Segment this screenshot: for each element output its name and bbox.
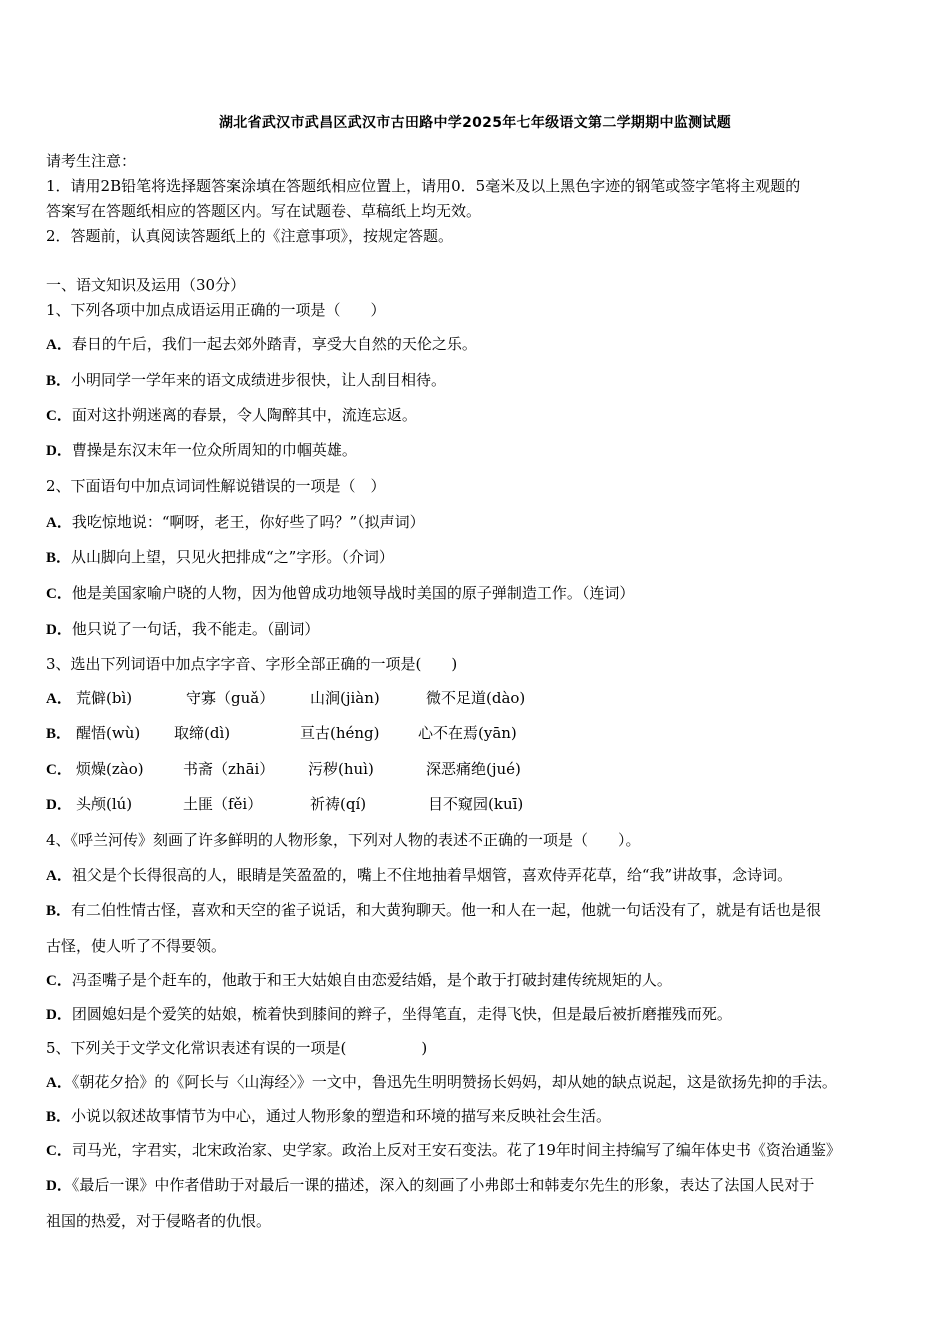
option-a <box>46 864 916 887</box>
option-b <box>46 369 916 392</box>
option-c <box>46 404 916 427</box>
option-a <box>46 687 916 710</box>
option-text: 《最后一课》中作者借助于对最后一课的描述，深入的刻画了小弗郎士和韩麦尔先生的形象，表达了法国人民对于 <box>71 1176 815 1194</box>
option-text: 我吃惊地说：“啊呀，老王，你好些了吗？”（拟声词） <box>71 513 425 531</box>
option-a <box>46 333 916 356</box>
option-b <box>46 1105 916 1128</box>
option-d <box>46 1003 916 1026</box>
option-letter: A． <box>46 691 72 707</box>
option-text: 他是美国家喻户晓的人物，因为他曾成功地领导战时美国的原子弹制造工作。（连词） <box>71 584 635 602</box>
option-text: 团圆媳妇是个爱笑的姑娘，梳着快到膝间的辫子，坐得笔直，走得飞快，但是最后被折磨摧残而死。 <box>71 1005 732 1023</box>
option-text: 祖父是个长得很高的人，眼睛是笑盈盈的，嘴上不住地抽着旱烟管，喜欢侍弄花草，给“我”讲故事，念诗词。 <box>71 866 793 884</box>
option-c <box>46 1139 916 1162</box>
option-letter: B． <box>46 550 72 566</box>
option-letter: A． <box>46 868 72 884</box>
option-letter: B． <box>46 726 72 742</box>
option-letter: A． <box>46 337 72 353</box>
word: 深恶痛绝(jué) <box>426 760 521 778</box>
option-d-continued: 祖国的热爱，对于侵略者的仇恨。 <box>46 1212 272 1230</box>
option-text: 面对这扑朔迷离的春景，令人陶醉其中，流连忘返。 <box>71 406 417 424</box>
option-letter: C． <box>46 408 72 424</box>
word: 烦燥(zào) <box>76 760 144 778</box>
question-3-stem: 3、选出下列词语中加点字字音、字形全部正确的一项是( ) <box>46 655 458 673</box>
word: 山涧(jiàn) <box>310 689 380 707</box>
page-title: 湖北省武汉市武昌区武汉市古田路中学2025年七年级语文第二学期期中监测试题 <box>218 115 732 131</box>
option-text: 曹操是东汉末年一位众所周知的巾帼英雄。 <box>71 441 357 459</box>
option-letter: B． <box>46 1109 72 1125</box>
word: 书斋（zhāi） <box>183 760 275 778</box>
option-text: 他只说了一句话，我不能走。（副词） <box>71 620 320 638</box>
option-d <box>46 793 916 816</box>
option-text: 司马光，字君实，北宋政治家、史学家。政治上反对王安石变法。花了19年时间主持编写了编年体史书《资治通鉴》 <box>71 1141 841 1159</box>
option-text: 小明同学一学年来的语文成绩进步很快，让人刮目相待。 <box>71 371 447 389</box>
option-text: 从山脚向上望，只见火把排成“之”字形。（介词） <box>71 548 394 566</box>
option-a <box>46 1071 916 1094</box>
word: 守寡（guǎ） <box>186 689 275 707</box>
option-letter: D． <box>46 443 72 459</box>
option-letter: A． <box>46 515 72 531</box>
option-d <box>46 439 916 462</box>
section-heading: 一、语文知识及运用（30分） <box>46 276 246 294</box>
question-4-stem: 4、《呼兰河传》刻画了许多鲜明的人物形象，下列对人物的表述不正确的一项是（ ）。 <box>46 831 641 849</box>
word: 荒僻(bì) <box>76 689 133 707</box>
notice-item: 1．请用2B铅笔将选择题答案涂填在答题纸相应位置上，请用0．5毫米及以上黑色字迹的钢笔或签字笔将主观题的 <box>46 177 801 195</box>
word: 污秽(huì) <box>308 760 374 778</box>
word: 祈祷(qí) <box>310 795 367 813</box>
option-letter: A． <box>46 1075 72 1091</box>
notice-header: 请考生注意： <box>46 152 137 170</box>
option-text: 有二伯性情古怪，喜欢和天空的雀子说话，和大黄狗聊天。他一和人在一起，他就一句话没有了，就是有话也是很 <box>71 901 822 919</box>
word: 微不足道(dào) <box>426 689 526 707</box>
word: 目不窥园(kuī) <box>428 795 524 813</box>
option-b-continued: 古怪，使人听了不得要领。 <box>46 937 227 955</box>
option-c <box>46 969 916 992</box>
word: 头颅(lú) <box>76 795 133 813</box>
option-text: 冯歪嘴子是个赶车的，他敢于和王大姑娘自由恋爱结婚，是个敢于打破封建传统规矩的人。 <box>71 971 672 989</box>
option-letter: D． <box>46 1007 72 1023</box>
option-letter: D． <box>46 797 72 813</box>
option-letter: D． <box>46 622 72 638</box>
option-b <box>46 899 916 922</box>
question-1-stem: 1、下列各项中加点成语运用正确的一项是（ ） <box>46 301 386 319</box>
option-c <box>46 582 916 605</box>
notice-item: 答案写在答题纸相应的答题区内。写在试题卷、草稿纸上均无效。 <box>46 202 482 220</box>
option-text: 春日的午后，我们一起去郊外踏青，享受大自然的天伦之乐。 <box>71 335 477 353</box>
option-letter: C． <box>46 1143 72 1159</box>
notice-item: 2．答题前，认真阅读答题纸上的《注意事项》，按规定答题。 <box>46 227 454 245</box>
word: 亘古(héng) <box>300 724 380 742</box>
option-letter: B． <box>46 903 72 919</box>
option-letter: C． <box>46 762 72 778</box>
option-d <box>46 1174 916 1197</box>
option-letter: B． <box>46 373 72 389</box>
option-letter: C． <box>46 586 72 602</box>
option-c <box>46 758 916 781</box>
word: 取缔(dì) <box>174 724 231 742</box>
option-text: 《朝花夕拾》的《阿长与〈山海经〉》一文中，鲁迅先生明明赞扬长妈妈，却从她的缺点说起，这是欲扬先抑的手法。 <box>71 1073 837 1091</box>
word: 心不在焉(yān) <box>418 724 517 742</box>
option-d <box>46 618 916 641</box>
option-b <box>46 546 916 569</box>
question-5-stem: 5、下列关于文学文化常识表述有误的一项是( ) <box>46 1039 428 1057</box>
option-letter: D． <box>46 1178 72 1194</box>
option-a <box>46 511 916 534</box>
question-2-stem: 2、下面语句中加点词词性解说错误的一项是（ ） <box>46 477 386 495</box>
word: 醒悟(wù) <box>76 724 141 742</box>
option-letter: C． <box>46 973 72 989</box>
option-b <box>46 722 916 745</box>
option-text: 小说以叙述故事情节为中心，通过人物形象的塑造和环境的描写来反映社会生活。 <box>71 1107 612 1125</box>
word: 土匪（fěi） <box>183 795 263 813</box>
